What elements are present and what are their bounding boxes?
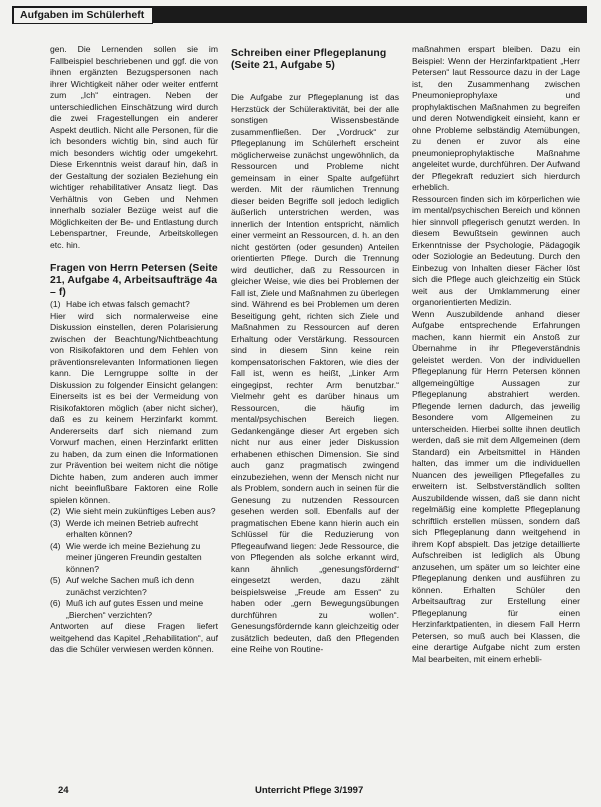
question-number: (1) <box>50 299 61 309</box>
question-item <box>50 299 218 311</box>
column-3 <box>412 44 580 665</box>
heading-pflegeplanung: Schreiben einer Pflegeplanung (Seite 21, Aufgabe 5) <box>231 48 387 71</box>
page-number: 24 <box>58 785 69 796</box>
question-item <box>50 541 218 576</box>
section-header-bar <box>12 6 587 23</box>
column3-body-3: Wenn Auszubildende anhand dieser Aufgabe entsprechende Erfahrungen machen, kann hiermit ein Anstoß zur Übernahme in ihr Pflegeverständnis geleistet werden. Von der individuellen Pflegeplanung für Herrn Petersen können allgemeingültige Aussagen zur Pflegeplanung abstrahiert werden. Pflegende lernen dadurch, das jeweilig Besondere vom Allgemeinen zu unterscheiden. Hierbei sollte ihnen deutlich werden, daß sie mit dem Allgemeinen (dem Standard) ein Arbeitsmittel in Händen halten, das immer um die individuellen Nuancen des jeweiligen Pflegefalles zu erweitern ist. Selbstverständlich sollten Auszubildende wissen, daß sie dann nicht regelmäßig eine komplette Pflegeplanung schriftlich erstellen müssen, sondern daß sich Pflegeplanung dann weitgehend in ihrem Kopf abspielt. Das jetzige detaillierte Aufschreiben ist lediglich als Übung anzusehen, um später um so leichter eine Pflegeplanung denken und ausführen zu können. Erhalten Schüler den Arbeitsauftrag zur Erstellung einer Pflegeplanung für einen Herzinfarktpatienten, in diesem Fall Herrn Petersen, so muß auch bei Klassen, die eine derartige Aufgabe nicht zum ersten Mal bearbeiten, mit einem erhebli- <box>412 308 580 664</box>
question-text: Auf welche Sachen muß ich denn zunächst verzichten? <box>66 575 195 597</box>
question-item <box>50 506 218 518</box>
column1-closing: Antworten auf diese Fragen liefert weitgehend das Kapitel „Rehabilitation“, auf das die Schüler verwiesen werden können. <box>50 621 218 654</box>
column2-body: Die Aufgabe zur Pflegeplanung ist das Herzstück der Schüleraktivität, bei der alle sonstigen Wissensbestände zusammenfließen. Der „Vordruck“ zur Pflegeplanung im Schülerheft erscheint möglicherweise zunächst ungewöhnlich, da Ressourcen und Probleme nicht gemeinsam in einer Spalte aufgeführt werden. Mit der räumlichen Trennung dieser beiden Begriffe soll jedoch lediglich äußerlich unterstrichen werden, was innerlich der Intention entspricht, nämlich einer vermeint an Ressourcen, d. h. an den nicht gestörten (oder gesunden) Anteilen orientierten Pflege. Durch die Trennung wird deutlicher, daß zu Ressourcen in gleicher Weise, wie dies bei Problemen der Fall ist, Ziele und Maßnahmen zu überlegen sind. Während es bei Problemen um deren Beseitigung geht, richten sich Ziele und Maßnahmen zu Ressourcen auf deren Erhaltung oder Verstärkung. Ressourcen sind in diesem Sinn keine rein kompensatorischen Faktoren, wie dies der Fall ist, wenn es heißt, „Linker Arm eingegipst, rechter Arm benutzbar.“ Vielmehr geht es darüber hinaus um Ressourcen, die häufig im mental/psychischen Bereich liegen. Gedankengänge dieser Art ergeben sich nicht nur aus einer jeder Diskussion erhabenen ethischen Dimension. Sie sind auch ganz pragmatisch zwingend einzubeziehen, wenn der Mensch nicht nur als Problem, sondern auch in seinen für die Genesung zu nutzenden Ressourcen gesehen werden soll. Ebenfalls auf der pragmatischen Ebene kann hierin auch ein Schlüssel für die Reduzierung von Pflegeaufwand liegen: Jede Ressource, die von Pflegenden als solche erkannt wird, kann ähnlich „genesungsfördernd“ eingesetzt werden, dazu zählt beispielsweise „Freude am Essen“ zu haben oder „gern Bewegungsübungen durchführen zu wollen“. Genesungsfördernde kann gleichzeitig oder zusätzlich bedeuten, daß den Pflegenden eine Reihe von Routine- <box>231 92 399 654</box>
publication-source: Unterricht Pflege 3/1997 <box>255 785 364 796</box>
question-item <box>50 575 218 598</box>
section-label: Aufgaben im Schülerheft <box>12 7 153 24</box>
question-number: (5) <box>50 575 61 585</box>
column1-discussion: Hier wird sich normalerweise eine Diskussion einstellen, deren Polarisierung zwischen der Beachtung/Nichtbeachtung von Risikofaktoren und dem Fehlen von präventionsrelevanten Informationen liegen kann. Die Lerngruppe sollte in der Diskussion zu folgender Einsicht gelangen: Einerseits ist es bei der Vermeidung von Risikofaktoren möglich (aber nicht sicher), daß es zu keinem Herzinfarkt kommt. Andererseits darf sich niemand zum Vorwurf machen, einen Herzinfarkt erlitten zu haben, da zum einen die Informationen zur Prävention bei weitem nicht die nötige Dichte haben, zum anderen auch immer nicht beeinflußbare Faktoren eine Rolle spielen können. <box>50 310 218 505</box>
column-1 <box>50 44 218 656</box>
column1-intro: gen. Die Lernenden sollen sie im Fallbeispiel beschriebenen und ggf. die von ihnen ergänzten Bezugspersonen nach ihrer Wichtigkeit näher oder weiter entfernt zum „Ich“ eintragen. Neben der unterschiedlichen Einschätzung wird durch die zwei Fragestellungen ein anderer Aspekt deutlich. Nicht alle Personen, für die ich besonders wichtig bin, sind auch für mich besonders wichtig oder umgekehrt. Diese Erkenntnis weist darauf hin, daß in der Gestaltung der sozialen Beziehung ein wichtiger rehabilitativer Ansatz liegt. Das Verhältnis von Geben und Nehmen innerhalb sozialer Bezüge weist auf die Möglichkeiten der Be- und Entlastung durch Lebenspartner, Freunde, Arbeitskollegen etc. hin. <box>50 44 218 250</box>
question-text: Wie werde ich meine Beziehung zu meiner jüngeren Freundin gestalten können? <box>66 540 202 574</box>
question-number: (4) <box>50 540 61 551</box>
question-number: (6) <box>50 598 61 608</box>
column-2 <box>231 44 399 656</box>
column3-body-2: Ressourcen finden sich im körperlichen wie im mental/psychischen Bereich und können hier sinnvoll pflegerisch genutzt werden. In diesem Bewußtsein gewinnen auch Erkenntnisse der Psychologie, Pädagogik oder Soziologie an Bedeutung. Durch den Einbezug von Inhalten dieser Fächer löst sich die Pflege auch gleichzeitig ein Stück weit aus der Umklammerung einer organorientierten Medizin. <box>412 193 580 307</box>
column3-body: maßnahmen erspart bleiben. Dazu ein Beispiel: Wenn der Herzinfarktpatient „Herr Petersen“ laut Ressource dazu in der Lage ist, den Zusammenhang zwischen Pneumonieprophylaxe und prophylaktischen Maßnahmen zu begreifen und deren Notwendigkeit einsieht, kann er ohne Probleme selbständig Atemübungen, zu denen er zuvor als eine pneumonieprophylaktische Maßnahme angeleitet wurde, durchführen. Der Aufwand der Pflegekraft reduziert sich hierdurch erheblich. <box>412 44 580 192</box>
heading-fragen-petersen: Fragen von Herrn Petersen (Seite 21, Aufgabe 4, Arbeitsaufträge 4a – f) <box>50 263 218 298</box>
question-item <box>50 518 218 541</box>
question-number: (3) <box>50 517 61 528</box>
question-text: Werde ich meinen Betrieb aufrecht erhalten können? <box>66 517 199 539</box>
question-list <box>50 506 218 621</box>
question-text: Muß ich auf gutes Essen und meine „Bierchen“ verzichten? <box>66 598 204 620</box>
question-list-first <box>50 299 218 311</box>
question-text: Habe ich etwas falsch gemacht? <box>66 299 190 309</box>
question-number: (2) <box>50 506 61 516</box>
question-item <box>50 598 218 621</box>
question-text: Wie sieht mein zukünftiges Leben aus? <box>66 506 216 516</box>
